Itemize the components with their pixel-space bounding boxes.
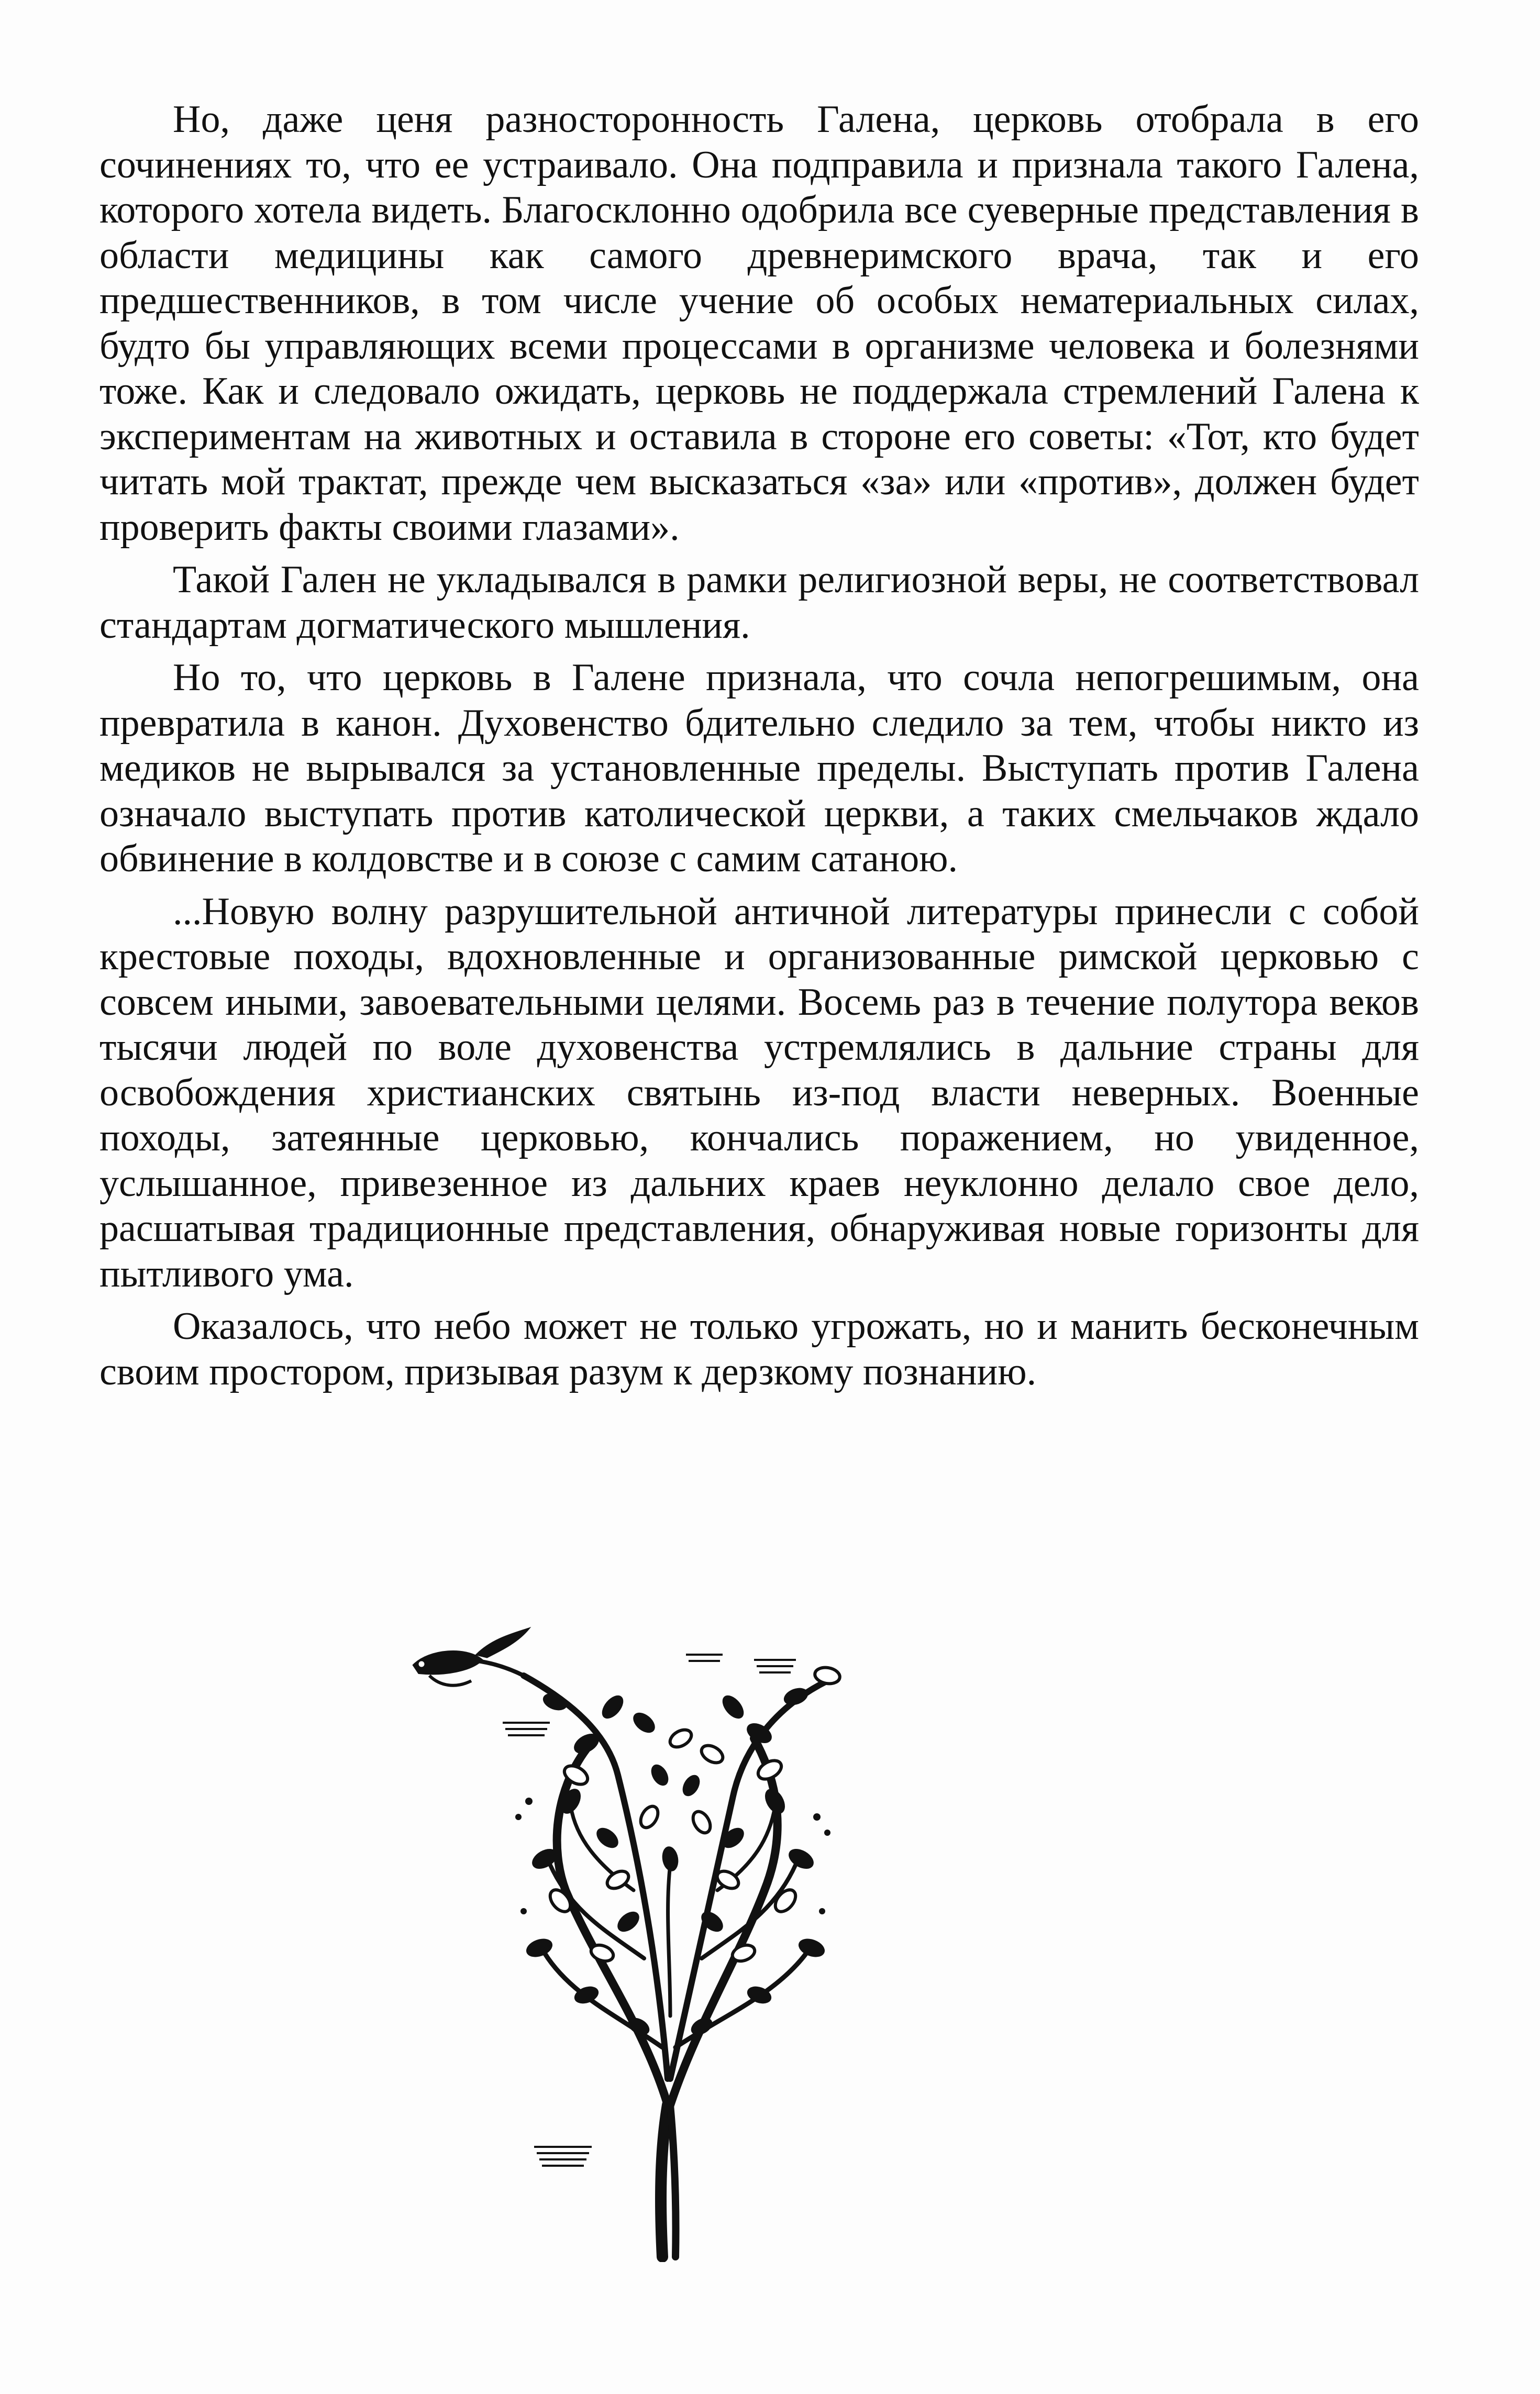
- paragraph-4: ...Новую волну разрушительной античной литературы принесли с собой крестовые походы, вдохновленные и организованные римской церковью с совсем иными, завоевательными целями. Восемь раз в течение полутора веков тысячи людей по воле духовенства устремлялись в дальние страны для освобождения христианских святынь из-под власти неверных. Военные походы, затеянные церковью, кончались поражением, но увиденное, услышанное, привезенное из дальних краев неуклонно делало свое дело, расшатывая традиционные представления, обнаруживая новые горизонты для пытливого ума.: [99, 890, 1419, 1295]
- tree-with-bird-icon: [398, 1618, 943, 2262]
- body-text: [99, 97, 1419, 1402]
- paragraph-2: Такой Гален не укладывался в рамки религиозной веры, не соответствовал стандартам догматического мышления.: [99, 558, 1419, 647]
- paragraph-5: Оказалось, что небо может не только угрожать, но и манить бесконечным своим простором, призывая разум к дерзкому познанию.: [99, 1305, 1419, 1393]
- paragraph-1: Но, даже ценя разносторонность Галена, церковь отобрала в его сочинениях то, что ее устраивало. Она подправила и признала такого Галена, которого хотела видеть. Благосклонно одобрила все суеверные представления в области медицины как самого древнеримского врача, так и его предшественников, в том числе учение об особых нематериальных силах, будто бы управляющих всеми процессами в организме человека и болезнями тоже. Как и следовало ожидать, церковь не поддержала стремлений Галена к экспериментам на животных и оставила в стороне его советы: «Тот, кто будет читать мой трактат, прежде чем высказаться «за» или «против», должен будет проверить факты своими глазами».: [99, 98, 1419, 549]
- paragraph-3: Но то, что церковь в Галене признала, что сочла непогрешимым, она превратила в канон. Духовенство бдительно следило за тем, чтобы никто из медиков не вырывался за установленные пределы. Выступать против Галена означало выступать против католической церкви, а таких смельчаков ждало обвинение в колдовстве и в союзе с самим сатаною.: [99, 656, 1419, 880]
- bird: [414, 1628, 529, 1686]
